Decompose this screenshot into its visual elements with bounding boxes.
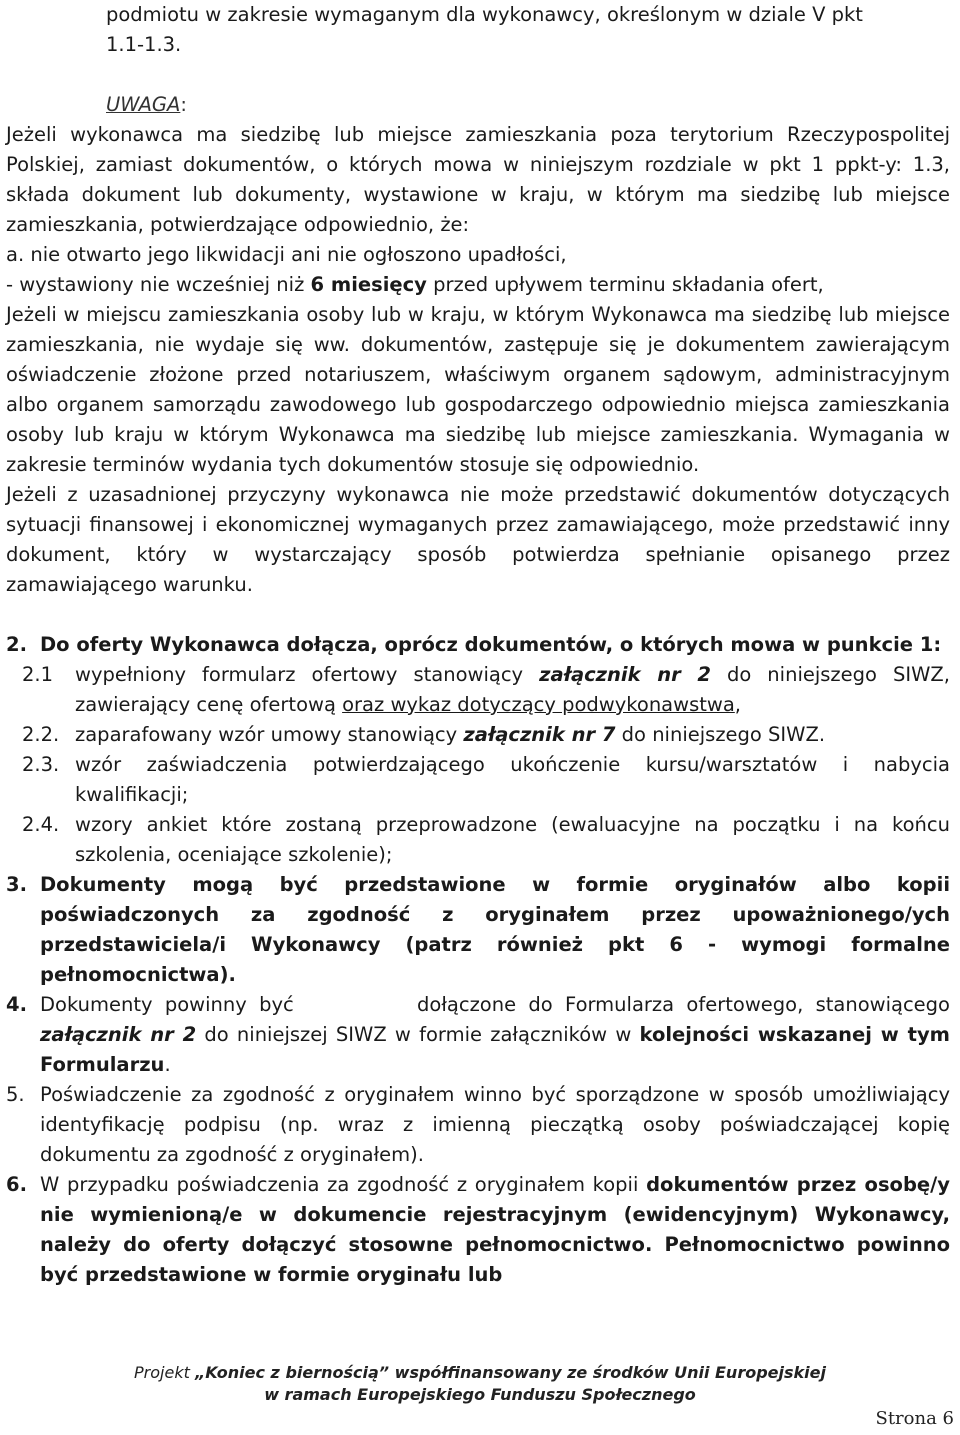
- s1-mid: do niniejszego SIWZ, zawierający cenę ofertową: [75, 663, 950, 716]
- s2-attachment: załącznik nr 7: [463, 723, 616, 746]
- item-3-text: Dokumenty mogą być przedstawione w formie oryginałów albo kopii poświadczonych za zgodność z oryginałem przez upoważnionego/ych przedstawiciela/i Wykonawcy (patrz również pkt 6 - wymogi formalne pełnomocnictwa).: [40, 873, 950, 986]
- footer-line-1: [0, 1362, 960, 1384]
- s2-pre: zaparafowany wzór umowy stanowiący: [75, 723, 464, 746]
- uwaga-label: UWAGA: [106, 93, 181, 116]
- item-2-2-number: 2.2.: [22, 723, 60, 746]
- document-body: [6, 0, 957, 1290]
- s1-attachment: załącznik nr 2: [539, 663, 711, 686]
- item-2-4-number: 2.4.: [22, 813, 60, 836]
- item-2: [6, 630, 950, 660]
- footer-project-label: Projekt: [134, 1363, 195, 1382]
- s1-post: ,: [734, 693, 741, 716]
- footer-line-2: w ramach Europejskiego Funduszu Społecznego: [264, 1385, 696, 1404]
- uwaga-heading: [6, 90, 950, 120]
- item-2-1-text: [75, 660, 950, 720]
- item-2-3: [6, 750, 950, 810]
- item-5-text: Poświadczenie za zgodność z oryginałem winno być sporządzone w sposób umożliwiający identyfikację podpisu (np. wraz z imienną pieczątką osoby poświadczającej kopię dokumentu za zgodność z oryginałem).: [40, 1083, 950, 1166]
- item-5: [6, 1080, 950, 1170]
- page-number: Strona 6: [875, 1408, 954, 1429]
- uwaga-paragraph-3: Jeżeli z uzasadnionej przyczyny wykonawca nie może przedstawić dokumentów dotyczących sytuacji finansowej i ekonomicznej wymaganych przez zamawiającego, może przedstawić inny dokument, który w wystarczający sposób potwierdza spełnianie opisanego przez zamawiającego warunku.: [6, 483, 950, 596]
- item-6-number: 6.: [6, 1173, 27, 1196]
- uwaga-colon: :: [180, 93, 187, 116]
- uwaga-paragraph-1: Jeżeli wykonawca ma siedzibę lub miejsce zamieszkania poza terytorium Rzeczypospolitej Polskiej, zamiast dokumentów, o których mowa w niniejszym rozdziale w pkt 1 ppkt-y: 1.3, składa dokument lub dokumenty, wystawione w kraju, w którym ma siedzibę lub miejsce zamieszkania, potwierdzające odpowiednio, że:: [6, 123, 950, 236]
- item-3: [6, 870, 950, 990]
- item-4-mid: do niniejszej SIWZ w formie załączników w: [196, 1023, 640, 1046]
- dash-bold-period: 6 miesięcy: [310, 273, 427, 296]
- s1-pre: wypełniony formularz ofertowy stanowiący: [75, 663, 540, 686]
- item-2-number: 2.: [6, 633, 27, 656]
- item-2-1-number: 2.1: [22, 663, 54, 686]
- item-2-3-text: wzór zaświadczenia potwierdzającego ukończenie kursu/warsztatów i nabycia kwalifikacji;: [75, 753, 950, 806]
- item-4: [6, 990, 957, 1080]
- dash-text-2: przed upływem terminu składania ofert,: [426, 273, 824, 296]
- item-6-bold: dokumentów przez osobę/y nie wymienioną/e w dokumencie rejestracyjnym (ewidencyjnym) Wykonawcy, należy do oferty dołączyć stosowne pełnomocnictwo. Pełnomocnictwo powinno być przedstawione w formie oryginału lub: [40, 1173, 950, 1286]
- dash-text-1: - wystawiony nie wcześniej niż: [6, 273, 311, 296]
- item-2-4-text: wzory ankiet które zostaną przeprowadzone (ewaluacyjne na początku i na końcu szkolenia, oceniające szkolenie);: [75, 813, 950, 866]
- footer-project-title: „Koniec z biernością” współfinansowany ze środków Unii Europejskiej: [194, 1363, 826, 1382]
- item-2-3-number: 2.3.: [22, 753, 60, 776]
- s2-post: do niniejszego SIWZ.: [615, 723, 826, 746]
- page-footer: [0, 1362, 960, 1406]
- top-line-1: podmiotu w zakresie wymaganym dla wykonawcy, określonym w dziale V pkt: [106, 3, 863, 26]
- uwaga-paragraph-2: Jeżeli w miejscu zamieszkania osoby lub w kraju, w którym Wykonawca ma siedzibę lub miejsce zamieszkania, nie wydaje się ww. dokumentów, zastępuje się je dokumentem zawierającym oświadczenie złożone przed notariuszem, właściwym organem sądowym, administracyjnym albo organem samorządu zawodowego lub gospodarczego odpowiednio miejsca zamieszkania osoby lub kraju w którym Wykonawca ma siedzibę lub miejsce zamieszkania. Wymagania w zakresie terminów wydania tych dokumentów stosuje się odpowiednio.: [6, 303, 950, 476]
- item-2-4: [6, 810, 950, 870]
- item-2-2: [6, 720, 950, 750]
- item-6: [6, 1170, 950, 1290]
- item-3-number: 3.: [6, 873, 27, 896]
- item-4-attachment: załącznik nr 2: [40, 1023, 197, 1046]
- item-4-post: .: [164, 1053, 171, 1076]
- item-6-text: [40, 1170, 950, 1290]
- item-4-text: [40, 990, 957, 1080]
- s1-underlined: oraz wykaz dotyczący podwykonawstwa: [342, 693, 735, 716]
- uwaga-item-a: a. nie otwarto jego likwidacji ani nie ogłoszono upadłości,: [6, 243, 567, 266]
- item-2-2-text: [75, 720, 950, 750]
- item-2-text: Do oferty Wykonawca dołącza, oprócz dokumentów, o których mowa w punkcie 1:: [40, 633, 942, 656]
- item-5-number: 5.: [6, 1083, 25, 1106]
- item-4-bold: kolejności wskazanej w tym Formularzu: [40, 1023, 957, 1076]
- top-line-2: 1.1-1.3.: [106, 33, 182, 56]
- item-2-1: [6, 660, 950, 720]
- item-4-pre: Dokumenty powinny być dołączone do Formularza ofertowego, stanowiącego: [40, 993, 957, 1016]
- item-6-pre: W przypadku poświadczenia za zgodność z oryginałem kopii: [40, 1173, 647, 1196]
- item-4-number: 4.: [6, 993, 27, 1016]
- uwaga-dash-line: [6, 270, 950, 300]
